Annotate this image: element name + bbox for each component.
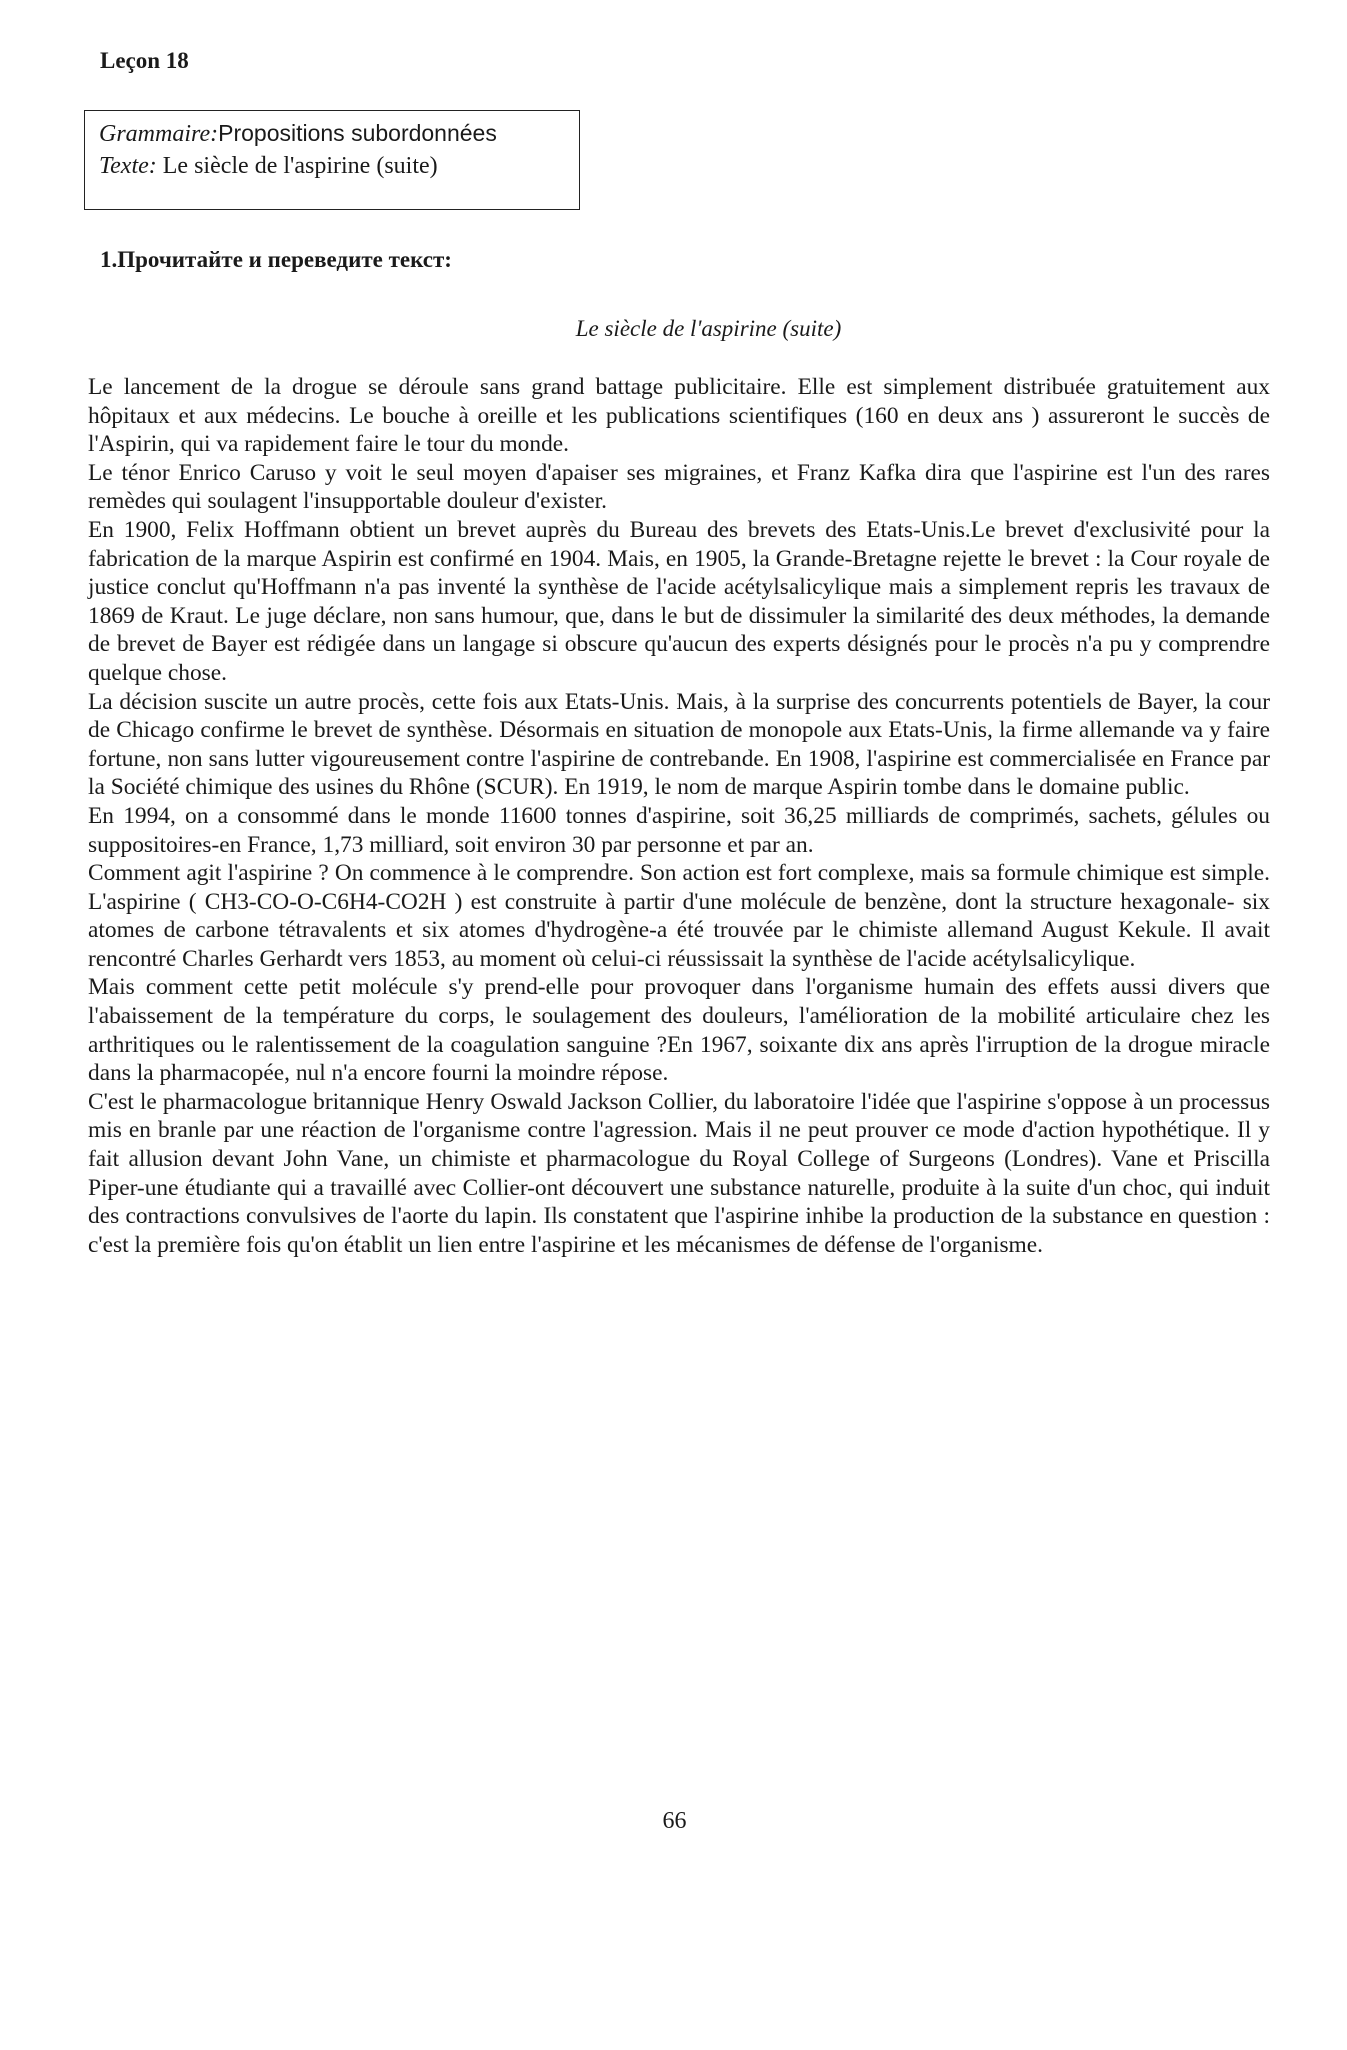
lesson-title: Leçon 18: [100, 48, 189, 73]
grammar-label: Grammaire:: [99, 121, 219, 147]
paragraph: Le lancement de la drogue se déroule sans grand battage publicitaire. Elle est simplement distribuée gratuitement aux hôpitaux et aux médecins. Le bouche à oreille et les publications scientifiques (160 en deux ans ) assureront le succès de l'Aspirin, qui va rapidement faire le tour du monde.: [88, 374, 1270, 458]
body-text: [88, 373, 1270, 1259]
paragraph: Mais comment cette petit molécule s'y prend-elle pour provoquer dans l'organisme humain des effets aussi divers que l'abaissement de la température du corps, le soulagement des douleurs, l'amélioration de la mobilité articulaire chez les arthritiques ou le ralentissement de la coagulation sanguine ?En 1967, soixante dix ans après l'irruption de la drogue miracle dans la pharmacopée, nul n'a encore fourni la moindre répose.: [88, 974, 1270, 1087]
paragraph: Comment agit l'aspirine ? On commence à le comprendre. Son action est fort complexe, mais sa formule chimique est simple. L'aspirine ( CH3-CO-O-C6H4-CO2H ) est construite à partir d'une molécule de benzène, dont la structure hexagonale- six atomes de carbone tétravalents et six atomes d'hydrogène-a été trouvée par le chimiste allemand August Kekule. Il avait rencontré Charles Gerhardt vers 1853, au moment où celui-ci réussissait la synthèse de l'acide acétylsalicylique.: [88, 860, 1270, 972]
paragraph: La décision suscite un autre procès, cette fois aux Etats-Unis. Mais, à la surprise des concurrents potentiels de Bayer, la cour de Chicago confirme le brevet de synthèse. Désormais en situation de monopole aux Etats-Unis, la firme allemande va y faire fortune, non sans lutter vigoureusement contre l'aspirine de contrebande. En 1908, l'aspirine est commercialisée en France par la Société chimique des usines du Rhône (SCUR). En 1919, le nom de marque Aspirin tombe dans le domaine public.: [88, 688, 1270, 801]
paragraph: C'est le pharmacologue britannique Henry Oswald Jackson Collier, du laboratoire l'idée que l'aspirine s'oppose à un processus mis en branle par une réaction de l'organisme contre l'agression. Mais il ne peut prouver ce mode d'action hypothétique. Il y fait allusion devant John Vane, un chimiste et pharmacologue du Royal College of Surgeons (Londres). Vane et Priscilla Piper-une étudiante qui a travaillé avec Collier-ont découvert une substance naturelle, produite à la suite d'un choc, qui induit des contractions convulsives de l'aorte du lapin. Ils constatent que l'aspirine inhibe la production de la substance en question : c'est la première fois qu'on établit un lien entre l'aspirine et les mécanismes de défense de l'organisme.: [88, 1088, 1270, 1258]
text-value: Le siècle de l'aspirine (suite): [156, 153, 438, 179]
paragraph: En 1994, on a consommé dans le monde 11600 tonnes d'aspirine, soit 36,25 milliards de comprimés, sachets, gélules ou suppositoires-en France, 1,73 milliard, soit environ 30 par personne et par an.: [88, 802, 1270, 858]
exercise-instruction: 1.Прочитайте и переведите текст:: [100, 247, 452, 272]
text-label: Texte:: [99, 153, 157, 179]
page-number: 66: [662, 1808, 687, 1834]
topic-box: [84, 110, 580, 210]
paragraph: En 1900, Felix Hoffmann obtient un brevet auprès du Bureau des brevets des Etats-Unis.Le brevet d'exclusivité pour la fabrication de la marque Aspirin est confirmé en 1904. Mais, en 1905, la Grande-Bretagne rejette le brevet : la Cour royale de justice conclut qu'Hoffmann n'a pas inventé la synthèse de l'acide acétylsalicylique mais a simplement repris les travaux de 1869 de Kraut. Le juge déclare, non sans humour, que, dans le but de dissimuler la similarité des deux méthodes, la demande de brevet de Bayer est rédigée dans un langage si obscure qu'aucun des experts désignés pour le procès n'a pu y comprendre quelque chose.: [88, 516, 1270, 686]
text-line: [99, 150, 579, 182]
text-title: Le siècle de l'aspirine (suite): [575, 316, 842, 341]
grammar-value: Propositions subordonnées: [218, 120, 497, 146]
grammar-line: [99, 117, 579, 150]
paragraph: Le ténor Enrico Caruso y voit le seul moyen d'apaiser ses migraines, et Franz Kafka dira que l'aspirine est l'un des rares remèdes qui soulagent l'insupportable douleur d'exister.: [88, 459, 1270, 515]
